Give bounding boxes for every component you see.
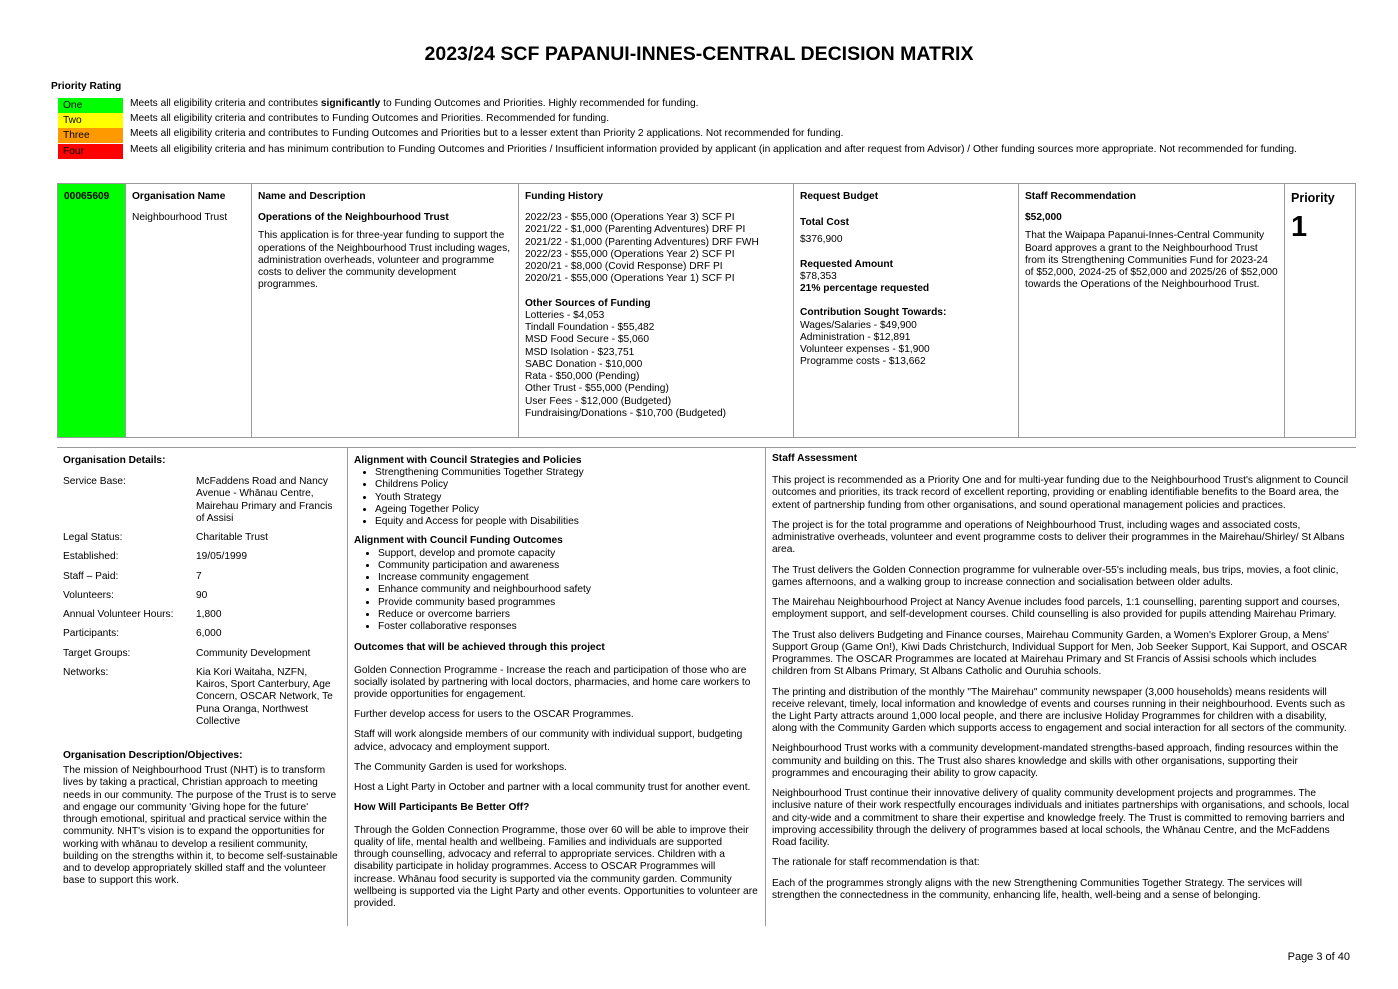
detail-row <box>63 628 341 640</box>
detail-label: Annual Volunteer Hours: <box>63 609 174 621</box>
priority-swatch: Three <box>58 128 123 143</box>
funding-history-cell <box>519 184 794 438</box>
staff-recommendation-cell <box>1019 184 1285 438</box>
assessment-paragraph: Each of the programmes strongly aligns with the new Strengthening Communities Together Strategy. The services will strengthen the connectedness in the community, enhancing life, health, well-being and a sense of belonging. <box>772 877 1303 901</box>
achieved-heading: Outcomes that will be achieved through this project <box>354 642 605 654</box>
list-item: 2021/22 - $1,000 (Parenting Adventures) DRF PI <box>525 224 746 236</box>
outcomes-heading: Alignment with Council Funding Outcomes <box>354 535 563 547</box>
list-item: Programme costs - $13,662 <box>800 356 926 368</box>
detail-value: Kia Kori Waitaha, NZFN, Kairos, Sport Canterbury, Age Concern, OSCAR Network, Te Puna Oranga, Northwest Collective <box>196 666 333 727</box>
detail-row <box>63 590 341 602</box>
list-item: • Reduce or overcome barriers <box>378 609 759 621</box>
list-item: • Foster collaborative responses <box>378 621 759 633</box>
achieved-item: Staff will work alongside members of our community with individual support, budgeting advice, advocacy and employment support. <box>354 729 743 753</box>
priority-value: 1 <box>1291 211 1308 243</box>
assessment-paragraph: The rationale for staff recommendation is that: <box>772 857 980 869</box>
list-item: Rata - $50,000 (Pending) <box>525 371 640 383</box>
name-description-cell <box>252 184 519 438</box>
percentage-requested: 21% percentage requested <box>800 283 930 295</box>
detail-value: 1,800 <box>196 609 222 621</box>
detail-row <box>63 609 341 621</box>
recommendation-text: That the Waipapa Papanui-Innes-Central Community Board approves a grant to the Neighbourhood Trust from its Strengthening Communities Fund for 2023-24 of $52,000, 2024-25 of $52,000 and 2025/26 of $52,000 towards the Operations of the Neighbourhood Trust. <box>1025 230 1278 291</box>
list-item: MSD Isolation - $23,751 <box>525 346 635 358</box>
list-item: Fundraising/Donations - $10,700 (Budgeted) <box>525 407 727 419</box>
detail-label: Participants: <box>63 628 120 640</box>
achieved-item: Further develop access for users to the OSCAR Programmes. <box>354 709 634 721</box>
assessment-paragraph: The Trust also delivers Budgeting and Finance courses, Mairehau Community Garden, a Women's Explorer Group, a Mens' Support Group (Game On!), Kiwi Dads Christchurch, Individual Support for Men, Job Seeker Support, Kai Support, and OSCAR Programmes. The OSCAR Programmes are located at Mairehau Primary and St Francis of Assisi schools which includes children from St Albans Primary, St Albans Catholic and Ouruhia schools. <box>772 629 1348 678</box>
list-item: • Childrens Policy <box>375 479 759 491</box>
total-cost-value: $376,900 <box>800 234 843 246</box>
priority-heading: Priority <box>1291 191 1335 205</box>
list-item: Other Trust - $55,000 (Pending) <box>525 383 669 395</box>
contribution-list <box>800 320 1012 369</box>
total-cost-label: Total Cost <box>800 217 850 229</box>
list-item: MSD Food Secure - $5,060 <box>525 334 650 346</box>
priority-rating-row <box>58 98 1310 113</box>
list-item: • Strengthening Communities Together Strategy <box>375 467 759 479</box>
priority-cell <box>1285 184 1356 438</box>
contribution-heading: Contribution Sought Towards: <box>800 307 947 319</box>
staff-assessment-heading: Staff Assessment <box>772 453 858 464</box>
list-item: Tindall Foundation - $55,482 <box>525 322 655 334</box>
decision-matrix-table <box>57 183 1356 438</box>
priority-description: Meets all eligibility criteria and contributes significantly to Funding Outcomes and Priorities. Highly recommended for funding. <box>130 98 699 109</box>
list-item: User Fees - $12,000 (Budgeted) <box>525 395 672 407</box>
org-name: Neighbourhood Trust <box>132 212 228 224</box>
detail-value: 6,000 <box>196 628 222 640</box>
priority-swatch: One <box>58 98 123 113</box>
staff-recommendation-heading: Staff Recommendation <box>1025 191 1136 202</box>
application-id-cell <box>58 184 126 438</box>
list-item: Administration - $12,891 <box>800 331 911 343</box>
better-off-text: Through the Golden Connection Programme, those over 60 will be able to improve their quality of life, mental health and wellbeing. Families and individuals are supported through counselling, advocacy and referral to appropriate services. Children with a disability participate in holiday programmes. Access to OSCAR Programmes will increase. Whānau food security is supported via the community garden. Community wellbeing is supported via the Light Party and other events. Opportunities to volunteer are provided. <box>354 824 758 910</box>
detail-label: Legal Status: <box>63 532 123 544</box>
name-description-heading: Name and Description <box>258 191 366 202</box>
recommended-amount: $52,000 <box>1025 212 1062 224</box>
assessment-paragraph: The printing and distribution of the monthly "The Mairehau" community newspaper (3,000 households) means residents will receive relevant, timely, local information and knowledge of events and courses running in their neighbourhood. Events such as the Light Party attracts around 1,000 local people, and there are inclusive Holiday Programmes for children with a disability, along with the Community Garden which supports access to engagement and social interaction for all sectors of the community. <box>772 686 1347 735</box>
organisation-details-column <box>57 448 348 926</box>
org-name-heading: Organisation Name <box>132 191 226 202</box>
list-item: 2020/21 - $55,000 (Operations Year 1) SCF PI <box>525 273 735 285</box>
list-item: • Ageing Together Policy <box>375 504 759 516</box>
list-item: • Community participation and awareness <box>378 560 759 572</box>
outcomes-list <box>354 548 759 634</box>
alignment-column <box>348 448 766 926</box>
detail-row <box>63 571 341 583</box>
achieved-item: Golden Connection Programme - Increase the reach and participation of those who are socially isolated by partnering with local doctors, pharmacies, and home care workers to provide opportunities for engagement. <box>354 664 751 700</box>
priority-rating-row <box>58 128 1310 143</box>
detail-label: Volunteers: <box>63 589 114 601</box>
staff-assessment-column <box>766 448 1356 926</box>
list-item: 2022/23 - $55,000 (Operations Year 3) SCF PI <box>525 212 735 224</box>
list-item: SABC Donation - $10,000 <box>525 358 643 370</box>
list-item: Lotteries - $4,053 <box>525 309 605 321</box>
application-id: 00065609 <box>64 191 110 202</box>
priority-description: Meets all eligibility criteria and has minimum contribution to Funding Outcomes and Priorities / Insufficient information provided by applicant (in application and after request from Advisor) / Other funding sources more appropriate. Not recommended for funding. <box>130 144 1297 155</box>
other-sources-heading: Other Sources of Funding <box>525 297 651 309</box>
request-budget-heading: Request Budget <box>800 191 879 202</box>
priority-rating-heading: Priority Rating <box>51 81 122 92</box>
detail-label: Staff – Paid: <box>63 570 119 582</box>
detail-label: Service Base: <box>63 476 126 488</box>
org-details-heading: Organisation Details: <box>63 455 166 466</box>
detail-label: Target Groups: <box>63 647 131 659</box>
page-number: Page 3 of 40 <box>1287 951 1350 963</box>
list-item: • Enhance community and neighbourhood safety <box>378 584 759 596</box>
requested-amount-value: $78,353 <box>800 270 837 282</box>
project-title: Operations of the Neighbourhood Trust <box>258 212 449 224</box>
detail-label: Established: <box>63 551 119 563</box>
assessment-paragraph: Neighbourhood Trust works with a community development-mandated strengths-based approach, finding resources within the community and building on this. The Trust also shares knowledge and skills with other organisations, supporting their programmes and encouraging their ability to grow capacity. <box>772 743 1339 779</box>
list-item: • Increase community engagement <box>378 572 759 584</box>
assessment-paragraph: The Mairehau Neighbourhood Project at Nancy Avenue includes food parcels, 1:1 counselling, parenting support and courses, employment support, and self-development courses. Child counselling is also provided for pupils attending Mairehau Primary. <box>772 597 1340 621</box>
strategies-heading: Alignment with Council Strategies and Policies <box>354 455 582 466</box>
list-item: Volunteer expenses - $1,900 <box>800 344 930 356</box>
list-item: 2020/21 - $8,000 (Covid Response) DRF PI <box>525 261 723 273</box>
organisation-name-cell <box>126 184 252 438</box>
document-title: 2023/24 SCF PAPANUI-INNES-CENTRAL DECISION MATRIX <box>424 43 974 65</box>
detail-value: 19/05/1999 <box>196 551 247 563</box>
org-description: The mission of Neighbourhood Trust (NHT) is to transform lives by taking a practical, Christian approach to meeting needs in our community. The purpose of the Trust is to serve and engage our community 'Giving hope for the future' through emotional, spiritual and practical service within the community. NHT's vision is to expand the opportunities for working with whānau to develop a resilient community, building on the strengths within it, to become self-sustainable and to develop appropriately skilled staff and the volunteer base to support this work. <box>63 765 338 887</box>
detail-value: 90 <box>196 589 208 601</box>
detail-row <box>63 532 341 544</box>
list-item: 2021/22 - $1,000 (Parenting Adventures) DRF FWH <box>525 236 759 248</box>
requested-amount-label: Requested Amount <box>800 258 894 270</box>
list-item: 2022/23 - $55,000 (Operations Year 2) SCF PI <box>525 248 735 260</box>
priority-swatch: Two <box>58 113 123 128</box>
list-item: • Support, develop and promote capacity <box>378 548 759 560</box>
achieved-item: Host a Light Party in October and partner with a local community trust for another event. <box>354 782 751 794</box>
detail-row <box>63 476 341 525</box>
list-item: • Youth Strategy <box>375 492 759 504</box>
detail-row <box>63 551 341 563</box>
detail-label: Networks: <box>63 666 109 678</box>
list-item: • Provide community based programmes <box>378 597 759 609</box>
assessment-paragraph: The project is for the total programme and operations of Neighbourhood Trust, including wages and associated costs, administrative overheads, volunteer and event programme costs to deliver their programmes in the Mairehau/Shirley/ St Albans area. <box>772 519 1345 556</box>
funding-history-list <box>525 212 787 285</box>
org-description-heading: Organisation Description/Objectives: <box>63 749 243 761</box>
detail-row <box>63 648 341 660</box>
assessment-paragraph: The Trust delivers the Golden Connection programme for vulnerable over-55's including meals, bus trips, movies, a foot clinic, games afternoons, and a walking group to increase connection and socialisation between older adults. <box>772 564 1339 588</box>
other-sources-list <box>525 310 787 420</box>
detail-value: 7 <box>196 570 202 582</box>
assessment-paragraph: This project is recommended as a Priority One and for multi-year funding due to the Neighbourhood Trust's alignment to Council outcomes and priorities, its track record of excellent reporting, providing or enabling identifiable benefits to the Board area, the extent of partnership funding from other organisations, and sound operational management policies and practices. <box>772 475 1349 511</box>
detail-value: Community Development <box>196 647 311 659</box>
achieved-item: The Community Garden is used for workshops. <box>354 761 567 773</box>
detail-value: McFaddens Road and Nancy Avenue - Whānau Centre, Mairehau Primary and Francis of Assisi <box>196 476 333 524</box>
priority-rating-row <box>58 144 1310 159</box>
list-item: • Equity and Access for people with Disabilities <box>375 516 759 528</box>
priority-rating-row <box>58 113 1310 128</box>
better-off-heading: How Will Participants Be Better Off? <box>354 802 530 814</box>
request-budget-cell <box>794 184 1019 438</box>
funding-history-heading: Funding History <box>525 191 604 202</box>
strategies-list <box>354 467 759 528</box>
details-section <box>57 447 1356 926</box>
assessment-paragraph: Neighbourhood Trust continue their innovative delivery of quality community development projects and programmes. The inclusive nature of their work respectfully encourages individuals and initiates partnerships with organisations, and schools, local and city-wide and a commitment to share their expertise and knowledge freely. The Trust is committed to removing barriers and improving accessibility through the delivery of programmes based at local schools, the Whānau Centre, and the McFaddens Road facility. <box>772 788 1350 849</box>
priority-description: Meets all eligibility criteria and contributes to Funding Outcomes and Priorities. Recommended for funding. <box>130 113 610 124</box>
priority-description: Meets all eligibility criteria and contributes to Funding Outcomes and Priorities but to a lesser extent than Priority 2 applications. Not recommended for funding. <box>130 128 844 139</box>
project-description: This application is for three-year funding to support the operations of the Neighbourhood Trust including wages, administration overheads, volunteer and programme costs to deliver the community development programmes. <box>258 230 511 291</box>
list-item: Wages/Salaries - $49,900 <box>800 319 917 331</box>
detail-row <box>63 667 341 728</box>
detail-value: Charitable Trust <box>196 532 268 544</box>
priority-swatch: Four <box>58 144 123 159</box>
